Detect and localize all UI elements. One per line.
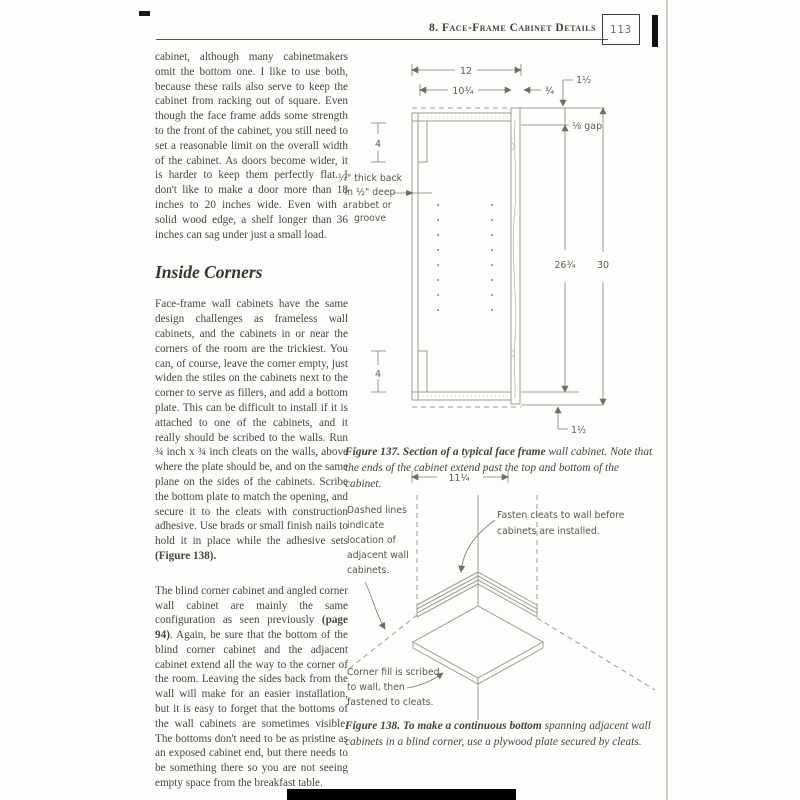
- scan-mark-top-right: [652, 15, 658, 47]
- figure-137-caption: [345, 444, 657, 492]
- dim-bottom-width: 11¼: [448, 473, 470, 484]
- corner-fill-note-line-1: Corner fill is scribed: [347, 667, 440, 678]
- top-panel: [412, 113, 511, 121]
- page-edge-shadow: [666, 0, 668, 800]
- figure-138-caption-lead: Figure 138. To make a continuous bottom: [345, 720, 542, 732]
- scan-bar-bottom: [287, 789, 516, 800]
- figure-138-corner-drawing: [345, 492, 660, 724]
- dim-top-rail: 1½: [576, 75, 592, 86]
- page-number-box: [602, 14, 640, 45]
- dim-overall-width: 12: [459, 66, 473, 77]
- dimension-lines: [371, 63, 609, 484]
- corner-cleats: [417, 572, 537, 617]
- right-wall-base-dashed: [537, 618, 655, 690]
- figure-137-caption-rest: wall cabinet. Note that the ends of the cabinet extend past the top and bottom of the cabinet.: [345, 446, 653, 490]
- bottom-nailer-cleat: [418, 351, 427, 392]
- corner-fill-note-line-3: fastened to cleats.: [347, 697, 434, 708]
- dim-overall-height: 30: [596, 260, 610, 271]
- dashed-note-line-5: cabinets.: [347, 565, 390, 576]
- corner-fill-note-line-2: to wall, then: [347, 682, 405, 693]
- dim-gap-label: ⅛ gap: [572, 121, 603, 132]
- paragraph-2: Face-frame wall cabinets have the same design challenges as frameless wall cabinets, and the cabinets in or near the corners of the room are the trickiest. You can, of course, leave the corner empty, just widen the stiles on the cabinets next to the corner to serve as fillers, and add a bottom plate. This can be difficult to install if it is attached to one of the cabinets, and it really should be scribed to the walls. Run ¾ inch x ¾ inch cleats on the walls, above where the plate should be, and on the same plane on the sides of the cabinets. Scribe the bottom plate to match the opening, and secure it to the cleats with construction adhesive. Use brads or small finish nails to hold it in place while the adhesive sets (Figure 138).: [155, 298, 348, 562]
- cleats-note-line-2: cabinets are installed.: [497, 526, 600, 537]
- body-text-column: [155, 50, 348, 791]
- cleats-note-line-1: Fasten cleats to wall before: [497, 510, 625, 521]
- dashed-note-line-3: location of: [347, 535, 396, 546]
- back-note-line-4: groove: [353, 213, 387, 224]
- left-wall-base-dashed: [350, 615, 417, 668]
- dashed-note-arrow: [365, 582, 385, 629]
- dashed-note-line-1: Dashed lines: [347, 505, 407, 516]
- back-note-line-3: rabbet or: [348, 200, 392, 211]
- dim-nailer-top: 4: [374, 139, 382, 150]
- figure-138-caption: [345, 718, 657, 750]
- section-heading: Inside Corners: [155, 262, 263, 283]
- cabinet-section-geometry: [412, 108, 521, 407]
- back-panel: [412, 113, 418, 400]
- back-note-arrowhead: [406, 190, 414, 196]
- figure-137-caption-lead: Figure 137. Section of a typical face frame: [345, 446, 546, 458]
- dim-frame-thickness: ¾: [545, 86, 555, 97]
- bottom-panel: [412, 392, 511, 400]
- paragraph-3: The blind corner cabinet and angled corner wall cabinet are mainly the same configuration as seen previously (page 94). Again, be sure that the bottom of the blind corner cabinet and the adjacent cabinet extend all the way to the corner of the room. Leaving the sides back from the wall will make for an easier installation, but it is easy to forget that the bottoms of the wall cabinets are sometimes visible. The bottoms don't need to be as pristine as an exposed cabinet end, but there needs to be something there so you are not seeing empty space from the breakfast table.: [155, 584, 348, 790]
- dashed-note-line-4: adjacent wall: [347, 550, 409, 561]
- back-note-line-1: ¼" thick back: [338, 173, 402, 184]
- page-number: 113: [610, 23, 632, 36]
- face-frame-stile: [511, 108, 520, 404]
- dim-nailer-bottom: 4: [374, 369, 382, 380]
- scan-mark-top-left: [139, 11, 150, 16]
- paragraph-1: cabinet, although many cabinetmakers omit the bottom one. I like to use both, because these rails also serve to keep the cabinet from racking out of square. Even though the face frame adds some strength to the front of the cabinet, you still need to set a reasonable limit on the overall width of the cabinet. As doors become wider, it is harder to keep them perfectly flat. I don't like to make a door more than 18 inches to 20 inches wide. Even with a solid wood edge, a shelf longer than 36 inches can sag under just a small load.: [155, 51, 348, 241]
- stile-wood-grain: [513, 120, 516, 398]
- shelf-pin-holes: [437, 204, 493, 311]
- chapter-header: 8. Face-Frame Cabinet Details: [428, 22, 596, 34]
- header-rule: [156, 39, 608, 40]
- dashed-note-line-2: indicate: [347, 520, 385, 531]
- figure-138-annotations: [347, 505, 625, 708]
- back-note-line-2: in ½" deep: [344, 187, 396, 198]
- dim-bottom-rail: 1½: [571, 425, 587, 436]
- figure-138-caption-rest: spanning adjacent wall cabinets in a blind corner, use a plywood plate secured by cleats.: [345, 720, 651, 748]
- dim-inner-height: 26¾: [554, 260, 576, 271]
- dim-inner-width: 10¾: [452, 86, 474, 97]
- top-nailer-cleat: [418, 121, 427, 162]
